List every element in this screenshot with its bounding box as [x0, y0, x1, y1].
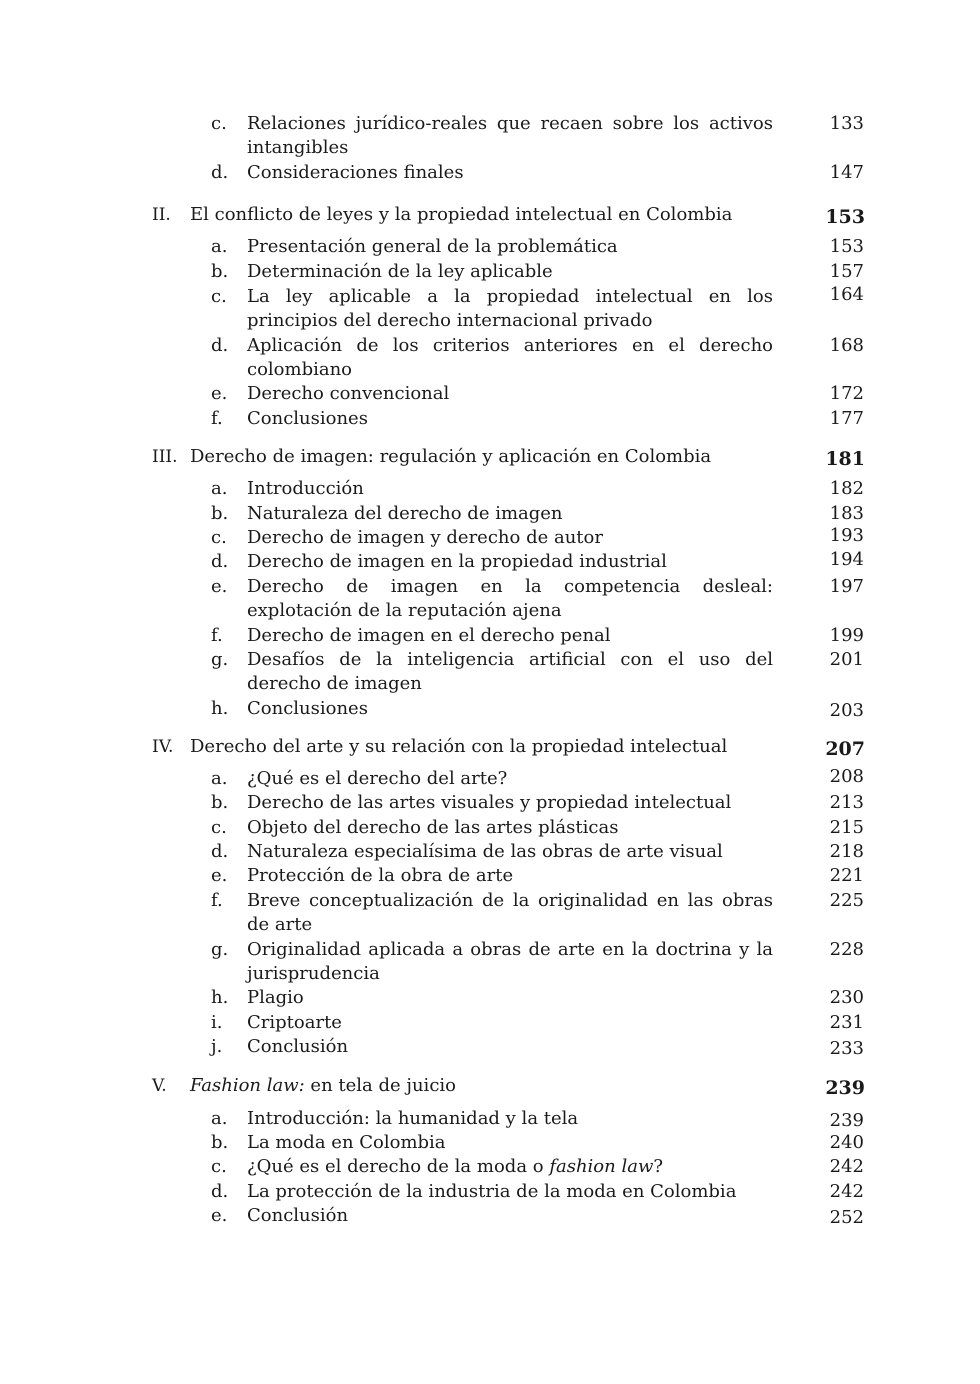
item-page-number: 157 [829, 261, 864, 282]
item-page-number: 252 [829, 1207, 864, 1228]
item-page-number: 208 [829, 766, 864, 787]
item-letter: b. [211, 1132, 229, 1153]
item-letter: i. [211, 1012, 223, 1033]
item-page-number: 221 [829, 865, 864, 886]
item-page-number: 233 [829, 1038, 864, 1059]
item-title: Protección de la obra de arte [247, 865, 514, 886]
item-letter: g. [211, 649, 229, 670]
item-letter: h. [211, 698, 229, 719]
item-title: Aplicación de los criterios anteriores en el derecho colombiano [247, 335, 773, 380]
item-letter: e. [211, 383, 228, 404]
item-title: La moda en Colombia [247, 1132, 446, 1153]
item-letter: f. [211, 625, 223, 646]
item-letter: c. [211, 817, 227, 838]
item-letter: f. [211, 890, 223, 911]
item-letter: g. [211, 939, 229, 960]
item-title-part: ¿Qué es el derecho de la moda o [247, 1156, 550, 1177]
item-page-number: 203 [829, 700, 864, 721]
item-letter: a. [211, 478, 228, 499]
item-letter: d. [211, 1181, 229, 1202]
item-title: Conclusión [247, 1036, 349, 1057]
item-letter: a. [211, 1108, 228, 1129]
item-page-number: 168 [829, 335, 864, 356]
section-numeral: III. [152, 447, 178, 467]
section-numeral: II. [152, 205, 171, 225]
item-page-number: 240 [829, 1132, 864, 1153]
item-page-number: 242 [829, 1181, 864, 1202]
item-letter: h. [211, 987, 229, 1008]
section-title-rest: en tela de juicio [304, 1075, 456, 1096]
item-page-number: 177 [829, 408, 864, 429]
item-title: Relaciones jurídico-reales que recaen sobre los activos intangibles [247, 113, 773, 158]
item-title: Breve conceptualización de la originalidad en las obras de arte [247, 890, 773, 935]
section-title-italic: Fashion law: [190, 1075, 305, 1096]
item-title: La protección de la industria de la moda en Colombia [247, 1181, 737, 1202]
item-title: Originalidad aplicada a obras de arte en la doctrina y la jurisprudencia [247, 939, 773, 984]
item-letter: f. [211, 408, 223, 429]
section-title: Derecho de imagen: regulación y aplicación en Colombia [190, 446, 712, 467]
item-title: Naturaleza especialísima de las obras de arte visual [247, 841, 723, 862]
item-letter: e. [211, 576, 228, 597]
item-title-part: ? [653, 1156, 664, 1177]
item-title: Plagio [247, 987, 304, 1008]
item-title: Presentación general de la problemática [247, 236, 618, 257]
item-title: ¿Qué es el derecho del arte? [247, 768, 508, 789]
item-title: Objeto del derecho de las artes plásticas [247, 817, 619, 838]
item-letter: c. [211, 286, 227, 307]
item-letter: e. [211, 865, 228, 886]
section-numeral: IV. [152, 737, 174, 757]
item-title: Derecho de imagen en la propiedad industrial [247, 551, 667, 572]
item-letter: b. [211, 503, 229, 524]
item-title: Conclusión [247, 1205, 349, 1226]
item-page-number: 230 [829, 987, 864, 1008]
item-title: Introducción [247, 478, 364, 499]
item-page-number: 153 [829, 236, 864, 257]
item-title: Derecho de imagen y derecho de autor [247, 527, 603, 548]
item-title: Conclusiones [247, 408, 368, 429]
section-page-number: 207 [825, 738, 865, 760]
item-page-number: 182 [829, 478, 864, 499]
item-title: Derecho de imagen en la competencia desleal: explotación de la reputación ajena [247, 576, 773, 621]
item-title: Naturaleza del derecho de imagen [247, 503, 563, 524]
item-page-number: 228 [829, 939, 864, 960]
item-title: Derecho de las artes visuales y propiedad intelectual [247, 792, 732, 813]
item-page-number: 133 [829, 113, 864, 134]
item-page-number: 213 [829, 792, 864, 813]
item-letter: d. [211, 841, 229, 862]
item-page-number: 215 [829, 817, 864, 838]
item-page-number: 201 [829, 649, 864, 670]
item-page-number: 147 [829, 162, 864, 183]
item-letter: b. [211, 261, 229, 282]
item-title: Conclusiones [247, 698, 368, 719]
item-page-number: 172 [829, 383, 864, 404]
item-title: Derecho de imagen en el derecho penal [247, 625, 611, 646]
item-letter: d. [211, 335, 229, 356]
item-page-number: 231 [829, 1012, 864, 1033]
item-letter: a. [211, 236, 228, 257]
item-letter: a. [211, 768, 228, 789]
item-letter: b. [211, 792, 229, 813]
section-title: Derecho del arte y su relación con la propiedad intelectual [190, 736, 728, 757]
item-page-number: 242 [829, 1156, 864, 1177]
item-letter: j. [211, 1036, 223, 1057]
item-page-number: 164 [829, 284, 864, 305]
section-page-number: 153 [825, 206, 865, 228]
item-title-italic: fashion law [549, 1156, 654, 1177]
item-title: Derecho convencional [247, 383, 450, 404]
section-page-number: 239 [825, 1077, 865, 1099]
item-letter: e. [211, 1205, 228, 1226]
item-letter: d. [211, 551, 229, 572]
item-page-number: 193 [829, 525, 864, 546]
item-title: Introducción: la humanidad y la tela [247, 1108, 579, 1129]
item-page-number: 183 [829, 503, 864, 524]
item-page-number: 218 [829, 841, 864, 862]
item-letter: c. [211, 113, 227, 134]
item-page-number: 239 [829, 1110, 864, 1131]
item-title: Determinación de la ley aplicable [247, 261, 553, 282]
item-title: Desafíos de la inteligencia artificial con el uso del derecho de imagen [247, 649, 773, 694]
section-page-number: 181 [825, 448, 865, 470]
item-title: La ley aplicable a la propiedad intelectual en los principios del derecho internacional privado [247, 286, 773, 331]
item-letter: c. [211, 1156, 227, 1177]
item-title: Consideraciones finales [247, 162, 464, 183]
item-page-number: 225 [829, 890, 864, 911]
item-title [247, 1155, 773, 1179]
section-numeral: V. [152, 1076, 167, 1096]
item-page-number: 194 [829, 549, 864, 570]
section-title [190, 1074, 790, 1098]
item-title: Criptoarte [247, 1012, 342, 1033]
item-page-number: 199 [829, 625, 864, 646]
item-letter: c. [211, 527, 227, 548]
item-page-number: 197 [829, 576, 864, 597]
item-letter: d. [211, 162, 229, 183]
section-title: El conflicto de leyes y la propiedad intelectual en Colombia [190, 204, 733, 225]
